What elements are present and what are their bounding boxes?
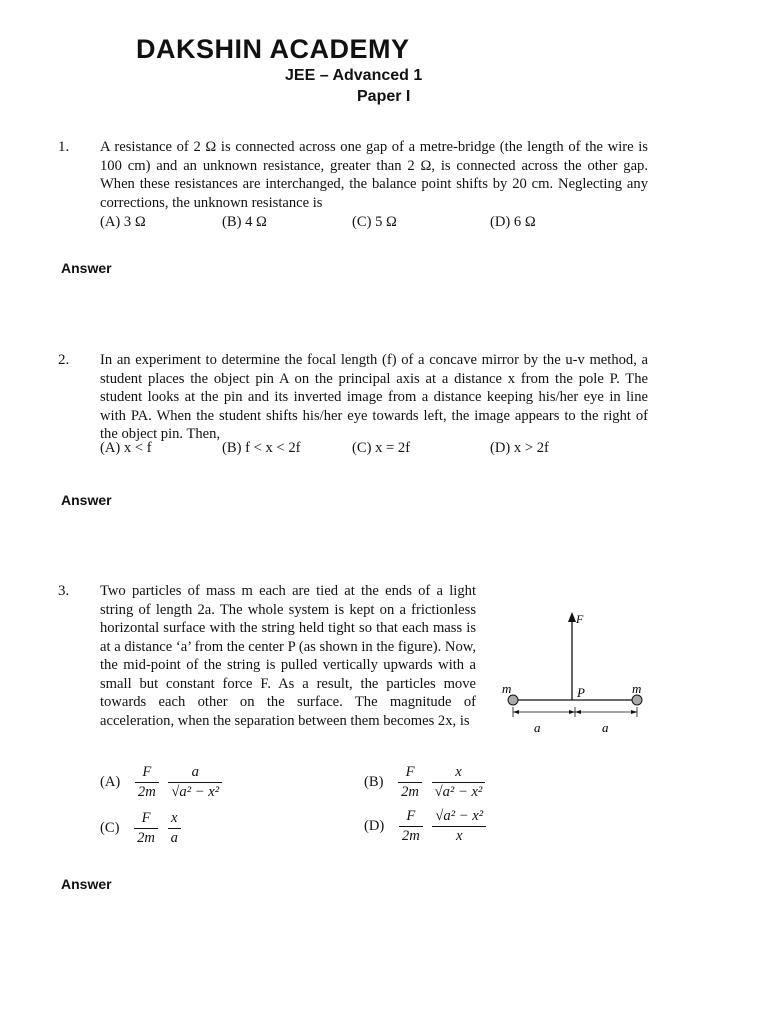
option-d-frac-1-den: 2m bbox=[401, 828, 420, 844]
question-1-text: A resistance of 2 Ω is connected across one gap of a metre-bridge (the length of the wire is 100 cm) and an unknown resistance, greater than 2 Ω, is connected across the other gap. When these resistances are interchanged, the balance point shifts by 20 cm. Neglecting any corrections, the unknown resistance is bbox=[100, 139, 648, 211]
option-d-label: (D) bbox=[364, 818, 385, 834]
option-d-frac-2-num: √a² − x² bbox=[432, 808, 486, 827]
question-2-number: 2. bbox=[58, 352, 70, 368]
option-d-frac-2-den: x bbox=[456, 828, 463, 844]
option-a-frac-2-num: a bbox=[168, 764, 222, 783]
option-d-frac-1 bbox=[399, 808, 423, 845]
option-a-frac-2 bbox=[168, 764, 222, 801]
option-c-frac-2-num: x bbox=[168, 810, 181, 829]
exam-subtitle: JEE – Advanced 1 bbox=[285, 67, 423, 84]
dim-arrow-right-icon bbox=[631, 710, 637, 714]
option-b-frac-1-den: 2m bbox=[401, 784, 419, 800]
force-label: F bbox=[576, 612, 584, 626]
question-1-answer-label: Answer bbox=[61, 260, 112, 276]
option-b-frac-1-num: F bbox=[398, 764, 422, 783]
question-2-option-d: (D) x > 2f bbox=[490, 440, 549, 456]
option-c-frac-1 bbox=[134, 810, 158, 847]
mass-right-label: m bbox=[632, 681, 642, 696]
dim-arrow-left-icon bbox=[513, 710, 519, 714]
question-1-option-d: (D) 6 Ω bbox=[490, 214, 536, 230]
page-title: DAKSHIN ACADEMY bbox=[136, 34, 410, 64]
string-mass-diagram bbox=[500, 608, 660, 738]
option-c-frac-1-num: F bbox=[134, 810, 158, 829]
option-c-frac-2 bbox=[168, 810, 181, 847]
dim-arrow-center-left-icon bbox=[569, 710, 575, 714]
dist-left-label: a bbox=[534, 720, 541, 735]
question-2-option-b: (B) f < x < 2f bbox=[222, 440, 301, 456]
option-a-frac-1-num: F bbox=[135, 764, 159, 783]
option-a-frac-1-den: 2m bbox=[137, 784, 156, 800]
option-a-frac-2-den: √a² − x² bbox=[171, 784, 220, 800]
option-a-label: (A) bbox=[100, 774, 121, 790]
mass-left-icon bbox=[508, 695, 518, 705]
question-2-answer-label: Answer bbox=[61, 492, 112, 508]
option-b-frac-2 bbox=[432, 764, 486, 801]
option-a-frac-1 bbox=[135, 764, 159, 801]
dim-arrow-center-right-icon bbox=[575, 710, 581, 714]
option-b-frac-2-den: √a² − x² bbox=[434, 784, 483, 800]
option-c-frac-2-den: a bbox=[170, 830, 178, 846]
force-arrow-icon bbox=[568, 612, 576, 622]
dist-right-label: a bbox=[602, 720, 609, 735]
question-3-option-d bbox=[364, 808, 489, 845]
option-b-frac-2-num: x bbox=[432, 764, 486, 783]
question-1-option-c: (C) 5 Ω bbox=[352, 214, 397, 230]
question-2-option-c: (C) x = 2f bbox=[352, 440, 411, 456]
option-d-frac-2 bbox=[432, 808, 486, 845]
mass-left-label: m bbox=[502, 681, 512, 696]
question-3-answer-label: Answer bbox=[61, 876, 112, 892]
question-1-option-a: (A) 3 Ω bbox=[100, 214, 146, 230]
question-1-option-b: (B) 4 Ω bbox=[222, 214, 267, 230]
option-c-frac-1-den: 2m bbox=[137, 830, 155, 846]
mass-right-icon bbox=[632, 695, 642, 705]
question-3-figure bbox=[500, 608, 660, 743]
question-2-option-a: (A) x < f bbox=[100, 440, 152, 456]
question-3-number: 3. bbox=[58, 583, 70, 599]
paper-label: Paper I bbox=[357, 88, 411, 105]
option-c-label: (C) bbox=[100, 820, 120, 836]
option-b-frac-1 bbox=[398, 764, 422, 801]
question-3-option-a bbox=[100, 764, 225, 801]
question-3-option-c bbox=[100, 810, 184, 847]
option-d-frac-1-num: F bbox=[399, 808, 423, 827]
option-b-label: (B) bbox=[364, 774, 384, 790]
question-1-number: 1. bbox=[58, 139, 70, 155]
question-2-text: In an experiment to determine the focal length (f) of a concave mirror by the u-v method, a student places the object pin A on the principal axis at a distance x from the pole P. The student looks at the pin and its inverted image from a distance keeping his/her eye in line with PA. When the student shifts his/her eye towards left, the image appears to the right of the object pin. Then, bbox=[100, 352, 648, 442]
center-label: P bbox=[577, 685, 585, 700]
question-3-text: Two particles of mass m each are tied at the ends of a light string of length 2a. The whole system is kept on a frictionless horizontal surface with the string held tight so that each mass is at a distance ‘a’ from the center P (as shown in the figure). Now, the mid-point of the string is pulled vertically upwards with a small but constant force F. As a result, the particles move towards each other on the surface. The magnitude of acceleration, when the separation between them becomes 2x, is bbox=[100, 583, 476, 729]
question-3-option-b bbox=[364, 764, 488, 801]
